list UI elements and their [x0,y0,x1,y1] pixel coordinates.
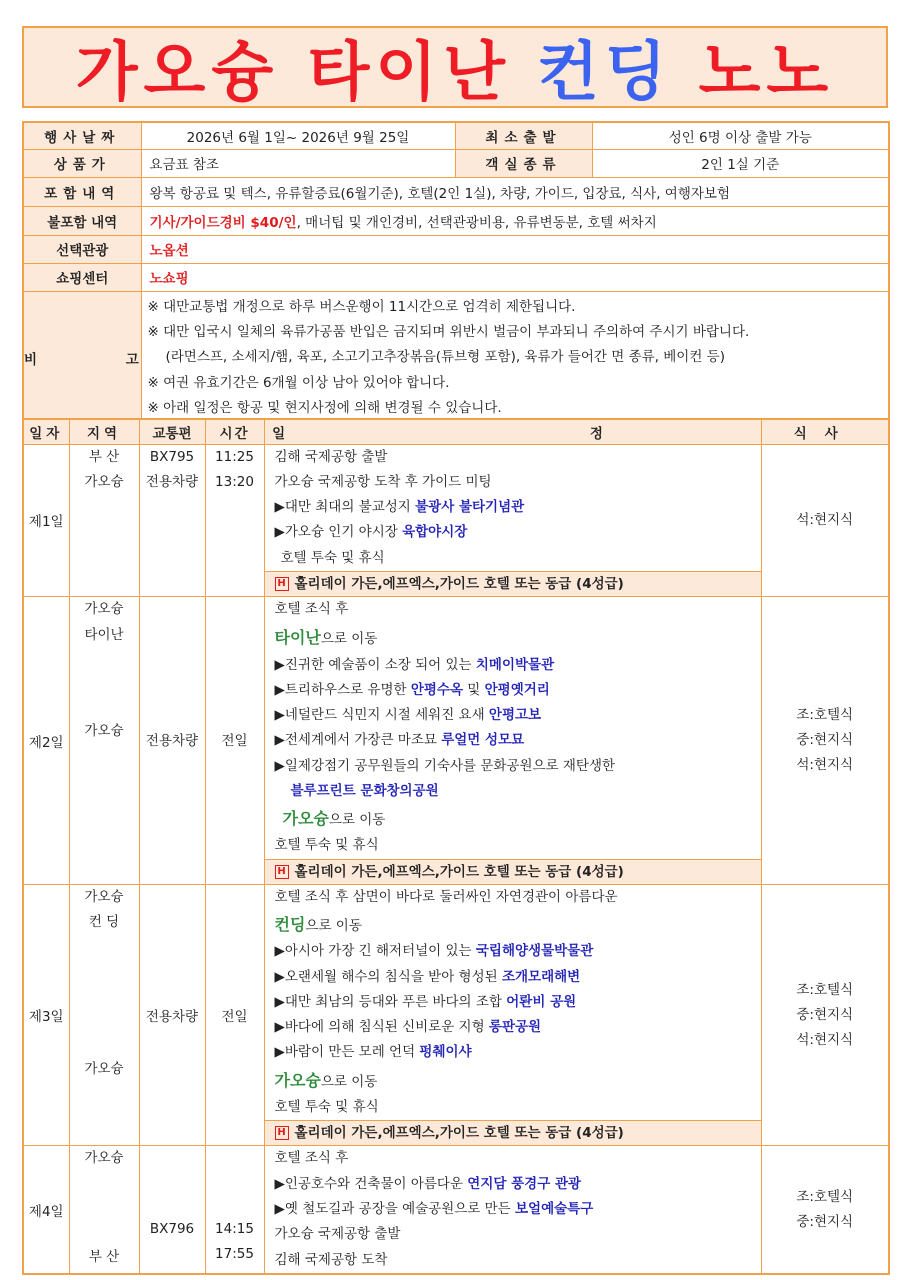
region: 가오슝 [84,473,124,490]
attraction: 치메이박물관 [475,656,555,673]
meal-cell [761,597,889,885]
time-cell [205,1146,264,1274]
header-transport: 교통편 [139,419,205,444]
day-label: 제1일 [23,444,69,597]
region-cell [69,1146,139,1274]
header-time: 시간 [205,419,264,444]
remark-5: ※ 아래 일정은 항공 및 현지사정에 의해 변경될 수 있습니다. [147,400,502,417]
itinerary-line: ▶대만 최대의 불교성지 불광사 불타기념관 [274,499,525,516]
time-cell [205,884,264,1145]
itinerary-line: ▶바람이 만든 모레 언덕 펑췌이샤 [274,1044,472,1061]
itinerary-line: 김해 국제공항 출발 [274,448,388,465]
region: 가오슝 [84,601,124,618]
region: 가오슝 [84,888,124,905]
remarks-label: 비 고 [23,291,141,426]
hotel-line [265,1120,761,1145]
region-cell [69,884,139,1145]
min-depart: 성인 6명 이상 출발 가능 [592,122,889,149]
room-type: 2인 1실 기준 [592,149,889,177]
itinerary-line: ▶네덜란드 식민지 시절 세워진 요새 안평고보 [274,707,542,724]
day-row-4 [23,1146,889,1274]
time-cell [205,597,264,885]
hotel-icon: H [275,865,289,879]
itinerary-line: ▶가오슝 인기 야시장 육합야시장 [274,524,468,541]
city: 가오슝 [282,809,329,829]
city: 컨딩 [274,915,306,935]
event-date-label: 행사날짜 [23,122,141,149]
exclude-value [141,206,889,235]
event-date: 2026년 6월 1일~ 2026년 9월 25일 [141,122,455,149]
transport-cell [139,444,205,597]
time: 11:25 [215,448,254,465]
remark-2: ※ 대만 입국시 일체의 육류가공품 반입은 금지되며 위반시 벌금이 부과되니 주의하여 주시기 바랍니다. [147,323,750,340]
option-label: 선택관광 [23,235,141,263]
page-title [22,26,888,108]
info-table [22,121,890,427]
meal: 조:호텔식 [796,707,854,724]
itinerary-line: 호텔 투숙 및 휴식 [280,549,385,566]
meal: 중:현지식 [796,732,854,749]
hotel-line [265,571,761,596]
itinerary-cell [264,444,761,597]
attraction: 불광사 불타기념관 [415,499,525,516]
shopping-value: 노쇼핑 [141,263,889,291]
itinerary-line: 호텔 조식 후 [274,601,349,618]
include-label: 포함내역 [23,177,141,206]
schedule-table [22,418,890,1275]
transport-cell [139,597,205,885]
attraction: 국립해양생물박물관 [475,943,594,960]
time-cell [205,444,264,597]
itinerary-line: ▶바다에 의해 침식된 신비로운 지형 롱판공원 [274,1019,542,1036]
attraction: 안평고보 [488,707,542,724]
region-cell [69,444,139,597]
city: 타이난 [274,627,321,647]
transport: 전용차량 [145,473,199,490]
meal: 조:호텔식 [796,1188,854,1205]
time: 14:15 [215,1221,254,1238]
itinerary-line: 호텔 조식 후 [274,1150,349,1167]
region: 부 산 [88,1249,120,1266]
itinerary-cell [264,597,761,885]
transport: 전용차량 [145,733,199,750]
hotel-icon: H [275,1126,289,1140]
time: 13:20 [215,473,254,490]
shopping-label: 쇼핑센터 [23,263,141,291]
time: 전일 [221,1008,248,1025]
day-label: 제3일 [23,884,69,1145]
itinerary-cell [264,884,761,1145]
title-part3: 노노 [698,36,835,110]
city: 가오슝 [274,1070,321,1090]
attraction: 육합야시장 [402,524,468,541]
attraction: 안평옛거리 [484,681,550,698]
itinerary-line: 호텔 조식 후 삼면이 바다로 둘러싸인 자연경관이 아름다운 [274,888,618,905]
exclude-rest: , 매너팁 및 개인경비, 선택관광비용, 유류변동분, 호텔 써차지 [296,214,657,231]
day-row-2 [23,597,889,885]
time: 17:55 [215,1246,254,1263]
attraction: 조개모래해변 [501,968,581,985]
title-part2: 컨딩 [536,36,673,110]
attraction: 안평수옥 [410,681,464,698]
remark-1: ※ 대만교통법 개정으로 하루 버스운행이 11시간으로 엄격히 제한됩니다. [147,298,576,315]
meal: 석:현지식 [796,757,854,774]
header-itinerary: 일 정 [264,419,761,444]
meal: 석:현지식 [796,1031,854,1048]
attraction: 보얼예술특구 [515,1200,594,1217]
include-value: 왕복 항공료 및 텍스, 유류할증료(6월기준), 호텔(2인 1실), 차량, 가이드, 입장료, 식사, 여행자보험 [141,177,889,206]
day-label: 제2일 [23,597,69,885]
hotel-icon: H [275,577,289,591]
remark-4: ※ 여권 유효기간은 6개월 이상 남아 있어야 합니다. [147,374,450,391]
itinerary-line: 호텔 투숙 및 휴식 [274,1098,379,1115]
hotel-name: 홀리데이 가든,에프엑스,가이드 호텔 또는 동급 (4성급) [294,575,624,592]
option-value: 노옵션 [141,235,889,263]
hotel-name: 홀리데이 가든,에프엑스,가이드 호텔 또는 동급 (4성급) [294,863,624,880]
hotel-line [265,859,761,884]
meal-cell [761,444,889,597]
region: 부 산 [88,448,120,465]
day-label: 제4일 [23,1146,69,1274]
header-meal: 식사 [761,419,889,444]
itinerary-line: 가오슝으로 이동 [274,1070,378,1090]
itinerary-line: ▶인공호수와 건축물이 아름다운 연지담 풍경구 관광 [274,1175,582,1192]
exclude-label: 불포함 내역 [23,206,141,235]
itinerary-line: ▶옛 철도길과 공장을 예술공원으로 만든 보얼예술특구 [274,1200,594,1217]
itinerary-line: ▶전세계에서 가장큰 마조묘 루얼먼 성모묘 [274,732,525,749]
region: 컨 딩 [88,914,120,931]
header-day: 일자 [23,419,69,444]
region: 가오슝 [84,1060,124,1077]
itinerary-line: 타이난으로 이동 [274,627,378,647]
room-label: 객실종류 [455,149,592,177]
transport: 전용차량 [145,1008,199,1025]
itinerary-line: ▶오랜세월 해수의 침식을 받아 형성된 조개모래해변 [274,968,581,985]
meal: 중:현지식 [796,1213,854,1230]
meal: 중:현지식 [796,1006,854,1023]
transport-cell [139,884,205,1145]
itinerary-line: ▶트리하우스로 유명한 안평수옥 및 안평옛거리 [274,681,550,698]
itinerary-line: 컨딩으로 이동 [274,915,362,935]
flight-number: BX795 [149,448,195,465]
attraction: 연지담 풍경구 관광 [467,1175,582,1192]
flight-number: BX796 [149,1221,195,1238]
transport-cell [139,1146,205,1274]
itinerary-line: 가오슝 국제공항 출발 [274,1226,401,1243]
exclude-red: 기사/가이드경비 $40/인 [149,214,297,231]
itinerary-line: ▶아시아 가장 긴 해저터널이 있는 국립해양생물박물관 [274,943,594,960]
itinerary-cell [264,1146,761,1274]
region: 가오슝 [84,1150,124,1167]
time: 전일 [221,733,248,750]
attraction: 펑췌이샤 [419,1044,472,1061]
attraction: 루얼먼 성모묘 [441,732,525,749]
remark-3: (라면스프, 소세지/햄, 육포, 소고기고추장볶음(튜브형 포함), 육류가 들어간 면 종류, 베이컨 등) [165,349,725,366]
itinerary-line: 가오슝으로 이동 [282,809,386,829]
price: 요금표 참조 [141,149,455,177]
attraction: 롱판공원 [488,1019,542,1036]
meal-cell [761,884,889,1145]
day-row-3 [23,884,889,1145]
attraction: 어롼비 공원 [506,993,577,1010]
itinerary-line: ▶대만 최남의 등대와 푸른 바다의 조합 어롼비 공원 [274,993,577,1010]
price-label: 상품가 [23,149,141,177]
meal-cell [761,1146,889,1274]
itinerary-line: 가오슝 국제공항 도착 후 가이드 미팅 [274,473,492,490]
day-row-1 [23,444,889,597]
itinerary-line: 김해 국제공항 도착 [274,1251,388,1268]
itinerary-line: 호텔 투숙 및 휴식 [274,837,379,854]
region-cell [69,597,139,885]
meal: 석:현지식 [796,511,854,528]
meal: 조:호텔식 [796,981,854,998]
itinerary-line: ▶일제강점기 공무원들의 기숙사를 문화공원으로 재탄생한 [274,757,616,774]
region: 타이난 [84,626,124,643]
min-depart-label: 최소출발 [455,122,592,149]
attraction: 블루프린트 문화창의공원 [290,783,439,800]
title-part1: 가오슝 타이난 [75,36,511,110]
region: 가오슝 [84,723,124,740]
itinerary-line: ▶진귀한 예술품이 소장 되어 있는 치메이박물관 [274,656,555,673]
header-region: 지역 [69,419,139,444]
hotel-name: 홀리데이 가든,에프엑스,가이드 호텔 또는 동급 (4성급) [294,1125,624,1142]
remarks [141,291,889,426]
